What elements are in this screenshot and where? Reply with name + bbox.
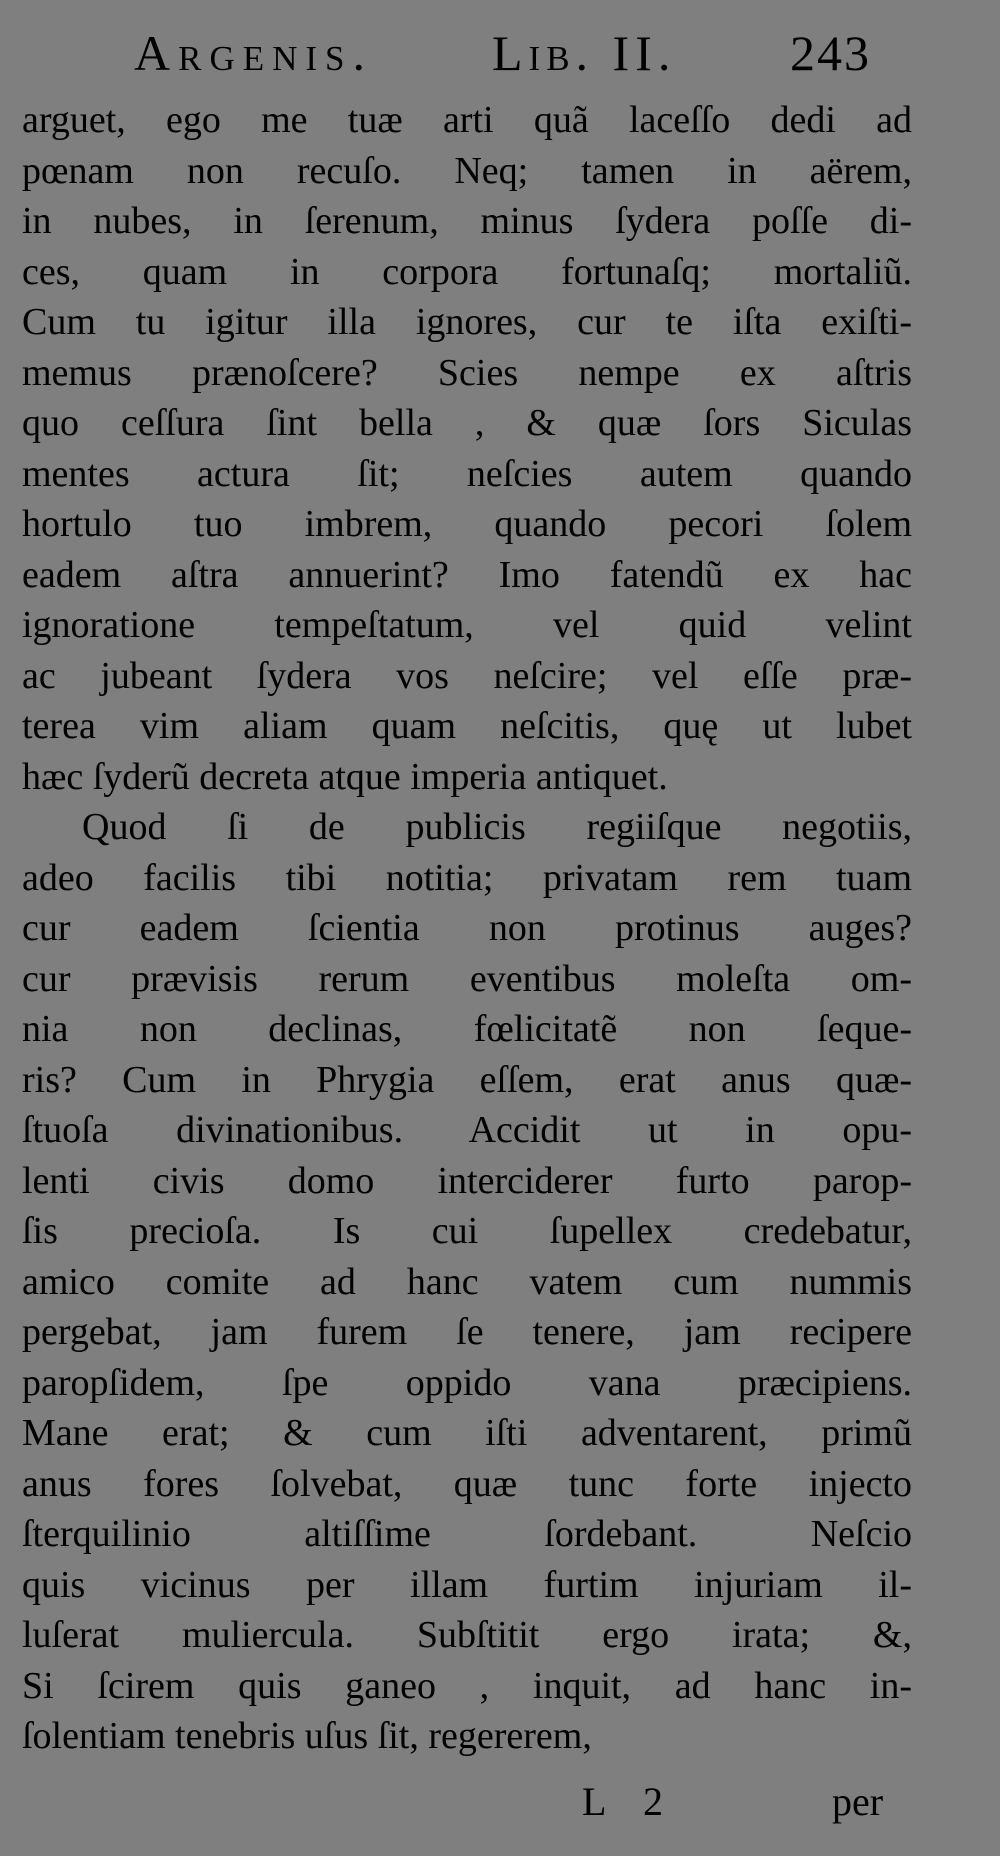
text-line: pœnam non recuſo. Neq; tamen in aërem, (22, 149, 912, 192)
header-book-number: Lib. II. (492, 25, 677, 81)
text-line: mentes actura ſit; neſcies autem quando (22, 452, 912, 495)
text-line: ſolentiam tenebris uſus ſit, regererem, (22, 1715, 592, 1757)
signature-mark: L 2 (582, 1779, 677, 1824)
text-line: quis vicinus per illam furtim injuriam il- (22, 1563, 912, 1606)
text-line: anus fores ſolvebat, quæ tunc forte injecto (22, 1462, 912, 1505)
text-line: quo ceſſura ſint bella , & quæ ſors Siculas (22, 402, 912, 444)
text-line: terea vim aliam quam neſcitis, quę ut lubet (22, 705, 912, 747)
text-line: pergebat, jam furem ſe tenere, jam recipere (22, 1311, 912, 1353)
text-line: amico comite ad hanc vatem cum nummis (22, 1260, 912, 1303)
page-number: 243 (790, 25, 871, 81)
text-line: ignoratione tempeſtatum, vel quid velint (22, 604, 912, 646)
text-line: memus prænoſcere? Scies nempe ex aſtris (22, 351, 912, 394)
running-header (22, 18, 922, 88)
header-title: Argenis. (134, 25, 374, 81)
text-line: adeo facilis tibi notitia; privatam rem tuam (22, 856, 912, 899)
catchword: per (832, 1779, 884, 1824)
text-line: luſerat muliercula. Subſtitit ergo irata; &, (22, 1614, 912, 1656)
text-line: Si ſcirem quis ganeo , inquit, ad hanc in- (22, 1664, 912, 1707)
text-line: hæc ſyderũ decreta atque imperia antiquet. (22, 755, 668, 798)
text-line: cur eadem ſcientia non protinus auges? (22, 907, 912, 949)
text-line: eadem aſtra annuerint? Imo fatendũ ex hac (22, 553, 912, 596)
text-line: paropſidem, ſpe oppido vana præcipiens. (22, 1361, 912, 1404)
text-line: Mane erat; & cum iſti adventarent, primũ (22, 1412, 912, 1454)
text-line: nia non declinas, fœlicitatẽ non ſeque- (22, 1008, 912, 1050)
text-line: ſis precioſa. Is cui ſupellex credebatur, (22, 1210, 912, 1252)
page-footer (0, 1772, 1000, 1832)
text-line: ſtuoſa divinationibus. Accidit ut in opu- (22, 1109, 912, 1151)
text-line: hortulo tuo imbrem, quando pecori ſolem (22, 503, 912, 545)
body-text (0, 95, 1000, 1762)
text-line: ſterquilinio altiſſime ſordebant. Neſcio (22, 1513, 912, 1555)
text-line: Quod ſi de publicis regiiſque negotiis, (82, 806, 912, 848)
text-line: cur prævisis rerum eventibus moleſta om- (22, 957, 912, 1000)
text-line: arguet, ego me tuæ arti quã laceſſo dedi ad (22, 99, 912, 141)
text-line: ces, quam in corpora fortunaſq; mortaliũ. (22, 250, 912, 293)
text-line: Cum tu igitur illa ignores, cur te iſta exiſti- (22, 301, 912, 343)
text-line: ac jubeant ſydera vos neſcire; vel eſſe præ- (22, 654, 912, 697)
text-line: in nubes, in ſerenum, minus ſydera poſſe di- (22, 200, 912, 242)
text-line: lenti civis domo interciderer furto parop- (22, 1159, 912, 1202)
text-line: ris? Cum in Phrygia eſſem, erat anus quæ- (22, 1058, 912, 1101)
